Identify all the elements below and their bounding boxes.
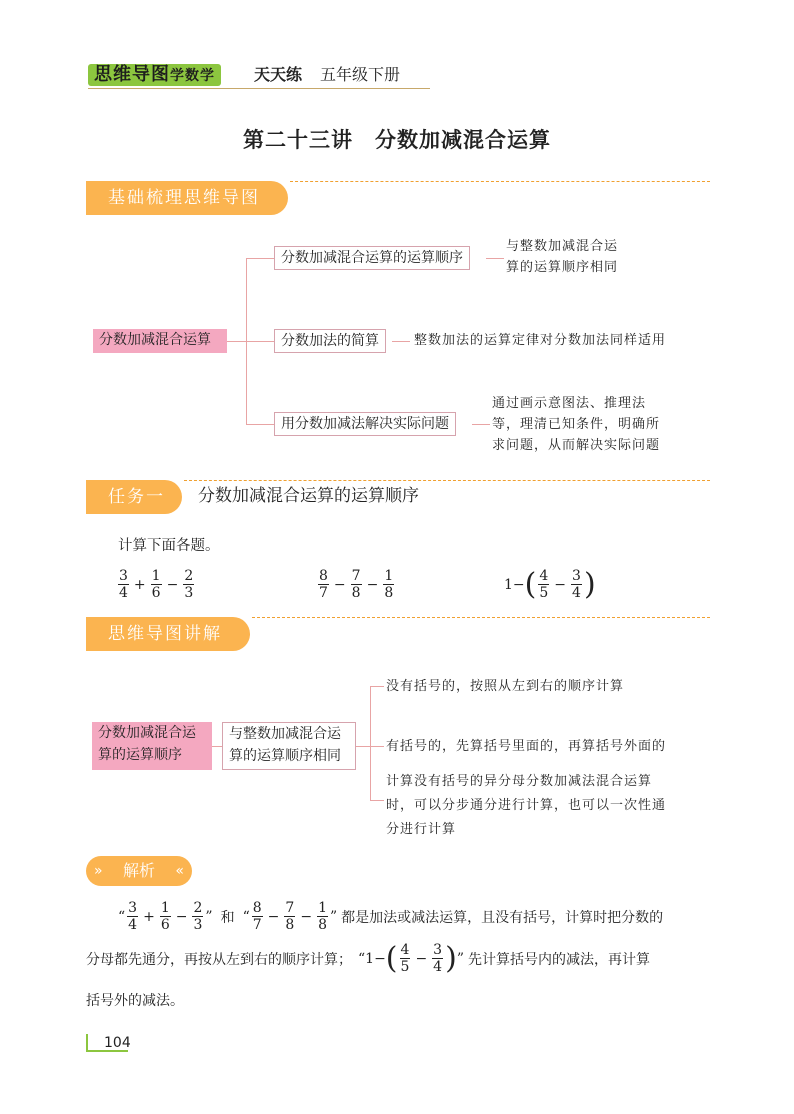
analysis-line-1: “ $\frac{3}{4}$ + $\frac{1}{6}$ − $\frac{2}{3}$ ” 和 “ $\frac{8}{7}$ − $\frac{7}{8}$ − $\frac{1}{8}$ ” 都是加法或减法运算，且没有括号，计算时把分数的 <box>118 900 664 933</box>
fraction: $\frac{1}{8}$ <box>384 568 394 601</box>
connector <box>212 746 222 747</box>
connector <box>356 746 370 747</box>
fraction: $\frac{3}{4}$ <box>128 900 138 933</box>
task-instruction: 计算下面各题。 <box>118 538 220 554</box>
fraction: $\frac{2}{3}$ <box>193 900 203 933</box>
double-chevron-right-icon: » <box>94 863 103 879</box>
series-name: 天天练 <box>254 65 303 84</box>
section-divider <box>184 480 710 481</box>
task-heading: 分数加减混合运算的运算顺序 <box>198 486 419 506</box>
double-chevron-left-icon: « <box>175 863 184 879</box>
fraction: $\frac{3}{4}$ <box>572 568 581 601</box>
brand-part-2: 导图 <box>132 64 170 85</box>
section-divider <box>252 617 710 618</box>
brand-part-3: 学数学 <box>170 68 215 84</box>
section-pill-basic-mindmap: 基础梳理思维导图 <box>86 181 288 215</box>
mindmap2-note-brackets: 有括号的，先算括号里面的，再算括号外面的 <box>386 739 667 754</box>
connector <box>246 424 274 425</box>
connector <box>227 341 247 342</box>
section-divider <box>290 181 710 182</box>
fraction: $\frac{4}{5}$ <box>539 568 549 601</box>
branch-application-note: 通过画示意图法、推理法 等，理清已知条件，明确所 求问题，从而解决实际问题 <box>492 396 661 453</box>
connector <box>246 341 274 342</box>
expression-3: 1− ( $\frac{4}{5}$ − $\frac{3}{4}$ ) <box>504 566 596 602</box>
fraction: $\frac{4}{5}$ <box>400 942 410 975</box>
analysis-line-2: 分母都先通分，再按从左到右的顺序计算； “1− ( $\frac{4}{5}$ − $\frac{3}{4}$ ) ” 先计算括号内的减法，再计算 <box>86 940 650 976</box>
fraction: $\frac{8}{7}$ <box>252 900 262 933</box>
mindmap-root: 分数加减混合运算 <box>93 329 227 353</box>
header-underline <box>88 88 430 89</box>
book-brand <box>88 64 221 86</box>
connector <box>370 686 384 687</box>
fraction: $\frac{3}{4}$ <box>119 568 128 601</box>
expression-2: $\frac{8}{7}$ − $\frac{7}{8}$ − $\frac{1}{8}$ <box>319 568 394 601</box>
mindmap2-root: 分数加减混合运 算的运算顺序 <box>92 722 212 770</box>
section-pill-mindmap-explain: 思维导图讲解 <box>86 617 250 651</box>
mindmap2-mid: 与整数加减混合运 算的运算顺序相同 <box>222 722 356 770</box>
connector <box>370 746 384 747</box>
brand-part-1: 思维 <box>94 64 132 85</box>
expression-1: $\frac{3}{4}$ + $\frac{1}{6}$ − $\frac{2}{3}$ <box>119 568 194 601</box>
branch-order-note: 与整数加减混合运 算的运算顺序相同 <box>506 239 619 275</box>
branch-application: 用分数加减法解决实际问题 <box>274 412 456 436</box>
connector <box>370 686 371 800</box>
fraction: $\frac{8}{7}$ <box>319 568 328 601</box>
mindmap2-note-no-brackets: 没有括号的，按照从左到右的顺序计算 <box>386 679 625 694</box>
connector <box>472 424 490 425</box>
fraction: $\frac{7}{8}$ <box>285 900 295 933</box>
branch-order: 分数加减混合运算的运算顺序 <box>274 246 470 270</box>
analysis-line-3: 括号外的减法。 <box>86 993 184 1009</box>
page-number: 104 <box>104 1035 131 1051</box>
fraction: $\frac{7}{8}$ <box>351 568 361 601</box>
task-pill: 任务一 <box>86 480 182 514</box>
page-title: 第二十三讲 分数加减混合运算 <box>243 128 551 152</box>
fraction: $\frac{2}{3}$ <box>184 568 194 601</box>
mindmap2-note-method: 计算没有括号的异分母分数加减法混合运算 时，可以分步通分进行计算，也可以一次性通 分进行计算 <box>386 774 667 837</box>
connector <box>392 341 410 342</box>
connector <box>246 258 274 259</box>
connector <box>370 800 384 801</box>
analysis-badge: » 解析 « <box>86 856 192 886</box>
fraction: $\frac{3}{4}$ <box>433 942 443 975</box>
fraction: $\frac{1}{6}$ <box>151 568 161 601</box>
fraction: $\frac{1}{6}$ <box>160 900 170 933</box>
branch-simplify-note: 整数加法的运算定律对分数加法同样适用 <box>414 333 667 348</box>
fraction: $\frac{1}{8}$ <box>318 900 327 933</box>
connector <box>486 258 504 259</box>
branch-simplify: 分数加法的简算 <box>274 329 386 353</box>
grade-label: 五年级下册 <box>320 65 401 84</box>
